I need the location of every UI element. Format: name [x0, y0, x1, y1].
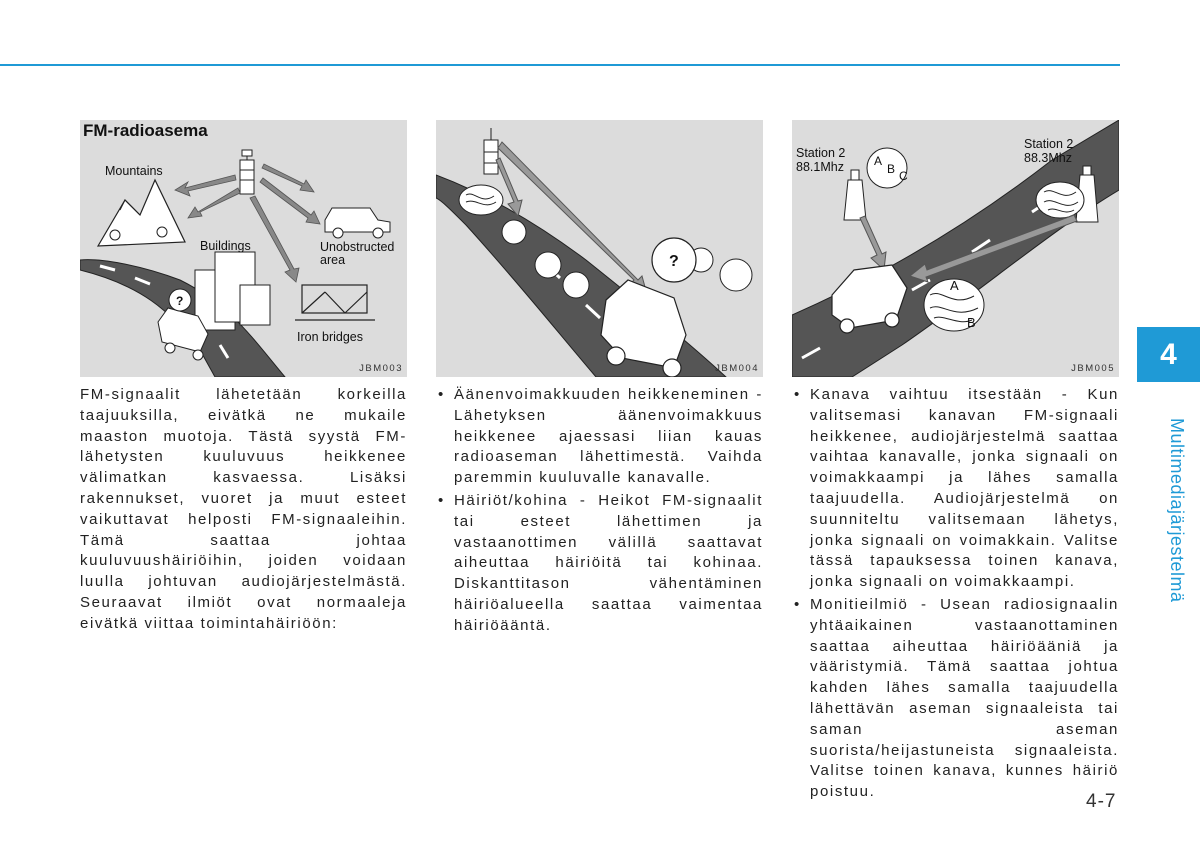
letter-c-1: C: [899, 169, 908, 183]
page-number: 4-7: [1086, 791, 1117, 812]
figure-station-switch: [792, 120, 1119, 377]
station-switch-illustration: [792, 120, 1119, 377]
letter-a-1: A: [874, 154, 883, 168]
letter-a-2: A: [950, 278, 959, 293]
paragraph-intro: FM-signaalit lähetetään korkeilla taajuuksilla, eivätkä ne mukaile maaston muotoja. Tästä syystä FM-lähetysten kuuluvuus heikkenee välimatkan kasvaessa. Lisäksi rakennukset, vuoret ja muut esteet vaikuttavat helposti FM-signaaleihin. Tämä saattaa johtaa kuuluvuushäiriöihin, joiden voidaan luulla johtuvan audiojärjestelmästä. Seuraavat ilmiöt ovat normaaleja eivätkä viittaa toimintahäiriöön:: [80, 386, 407, 632]
figure-code: JBM005: [1071, 363, 1115, 374]
list-item: • Häiriöt/kohina - Heikot FM-signaalit tai esteet lähettimen ja vastaanottimen välillä saattavat aiheuttaa häiriöitä tai kohinaa. Diskanttitason vähentäminen häiriöalueella saattaa vaimentaa häiriöääntä.: [436, 491, 763, 637]
letter-b-2: B: [967, 315, 976, 330]
header-rule: [0, 64, 1120, 66]
question-bubble-1: ?: [176, 294, 184, 308]
figure-weak-signal: [436, 120, 763, 377]
figure-code: JBM003: [359, 363, 403, 374]
weak-signal-illustration: [436, 120, 763, 377]
label-freq-right: 88.3Mhz: [1024, 151, 1072, 165]
label-unobstructed: Unobstructed: [320, 240, 395, 254]
label-station-right: Station 2: [1024, 137, 1074, 151]
question-bubble-2: ?: [669, 253, 679, 270]
figure-code: JBM004: [715, 363, 759, 374]
label-area: area: [320, 253, 346, 267]
chapter-title: Multimediajärjestelmä: [1167, 418, 1187, 603]
list-item: • Kanava vaihtuu itsestään - Kun valitsemasi kanavan FM-signaali heikkenee, audiojärjestelmä saattaa vaihtaa kanavalle, jonka signaali on voimakkaampi ja lähes samalla taajuudella. Audiojärjestelmä on suunniteltu valitsemaan lähetys, jonka signaali on voimakkain. Valitse tässä tapauksessa toinen kanava, jonka signaali on voimakkaampi.: [792, 385, 1119, 593]
figure-fm-station: [80, 120, 407, 377]
label-buildings: Buildings: [200, 239, 251, 253]
label-freq-left: 88.1Mhz: [796, 160, 844, 174]
list-item: • Äänenvoimakkuuden heikkeneminen - Lähetyksen äänenvoimakkuus heikkenee ajaessasi liian kauas radioaseman lähettimestä. Vaihda paremmin kuuluvalle kanavalle.: [436, 385, 763, 489]
label-mountains: Mountains: [105, 164, 163, 178]
letter-b-1: B: [887, 162, 896, 176]
figure-title: FM-radioasema: [83, 121, 208, 140]
label-station-left: Station 2: [796, 146, 846, 160]
column-left: [80, 385, 407, 635]
column-middle: [436, 385, 763, 639]
column-right: [792, 385, 1119, 805]
chapter-number-tab: 4: [1137, 327, 1200, 382]
label-iron-bridges: Iron bridges: [297, 330, 364, 344]
list-item: • Monitieilmiö - Usean radiosignaalin yhtäaikainen vastaanottaminen saattaa aiheuttaa häiriöääniä ja vääristymiä. Tämä saattaa johtua kahden lähes samalla taajuudella lähettävän aseman signaaleista tai saman aseman suorista/heijastuneista signaaleista. Valitse toinen kanava, kunnes häiriö poistuu.: [792, 595, 1119, 803]
fm-station-illustration: [80, 120, 407, 377]
